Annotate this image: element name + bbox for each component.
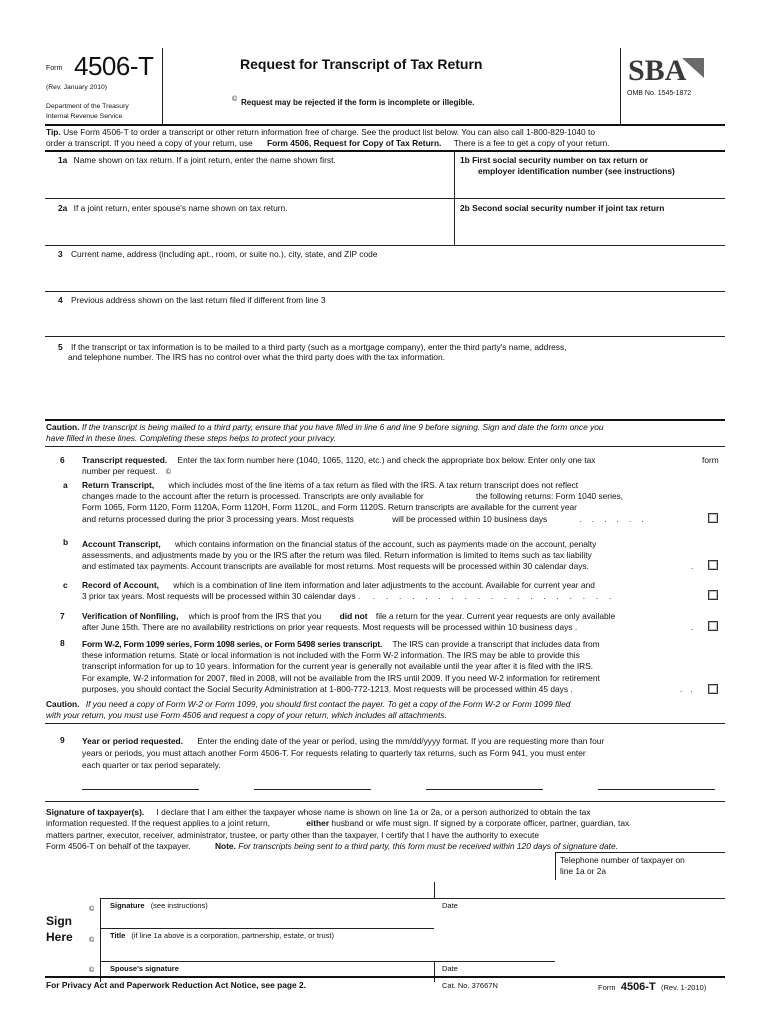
title-label-text: Title xyxy=(110,931,126,940)
field-2a-label: If a joint return, enter spouse's name shown on tax return. xyxy=(73,203,288,213)
line-6-form-word: form xyxy=(702,455,719,465)
signature-l2b: husband or wife must sign. If signed by a corporate officer, partner, guardian, tax xyxy=(331,818,630,828)
form-label: Form xyxy=(46,65,63,72)
field-1b-label-2: employer identification number (see instructions) xyxy=(478,166,675,176)
verification-nonfiling-title: Verification of Nonfiling, xyxy=(82,611,179,621)
field-1a[interactable] xyxy=(58,155,336,166)
year-field-4[interactable] xyxy=(598,789,715,790)
date-label-2: Date xyxy=(442,964,458,973)
phone-label-2: line 1a or 2a xyxy=(560,866,607,876)
signature-declaration xyxy=(46,807,590,818)
title-sub: (if line 1a above is a corporation, partnership, estate, or trust) xyxy=(131,931,334,940)
field-1b[interactable] xyxy=(460,155,648,166)
signature-label xyxy=(110,901,208,911)
verification-nonfiling-l2: after June 15th. There are no availability restrictions on prior year requests. Most requests will be processed within 10 business days . xyxy=(82,622,578,632)
form-number: 4506-T xyxy=(74,51,154,81)
year-period-title: Year or period requested. xyxy=(82,736,183,746)
title-label xyxy=(110,931,334,941)
omb-number: OMB No. 1545-1872 xyxy=(627,90,692,97)
field-2a[interactable] xyxy=(58,203,288,214)
line-6-text: Enter the tax form number here (1040, 1065, 1120, etc.) and check the appropriate box below. Enter only one tax xyxy=(177,455,596,465)
caution-2-line2: with your return, you must use Form 4506 and request a copy of your return, which includes all attachments. xyxy=(46,710,447,720)
field-2b[interactable] xyxy=(460,203,664,214)
field-1a-label: Name shown on tax return. If a joint return, enter the name shown first. xyxy=(73,155,336,165)
caution-1-line1: If the transcript is being mailed to a third party, ensure that you have filled in line 6 and line 9 before signing. Sign and date the form once you xyxy=(81,422,604,432)
signature-field[interactable] xyxy=(100,898,555,899)
line-7-number: 7 xyxy=(60,611,65,621)
record-of-account-option xyxy=(82,580,595,591)
record-of-account-checkbox[interactable] xyxy=(708,590,718,600)
caution-2-line1: If you need a copy of Form W-2 or Form 1099, you should first contact the payer. To get a copy of the Form W-2 or Form 1099 filed xyxy=(85,699,571,709)
signature-t1: I declare that I am either the taxpayer whose name is shown on line 1a or 2a, or a person authorized to obtain the tax xyxy=(156,807,591,817)
footer-form-word: Form xyxy=(598,983,616,992)
sba-logo-text: SBA xyxy=(628,54,687,86)
did-not-text: did not xyxy=(339,611,368,621)
line-number: 5 xyxy=(58,342,63,352)
account-transcript-l2: assessments, and adjustments made by you or the IRS after the return was filed. Return information is limited to items such as tax liability xyxy=(82,550,592,560)
signature-l4 xyxy=(46,841,618,852)
phone-field[interactable] xyxy=(555,898,725,899)
note-label: Note. xyxy=(214,841,236,851)
privacy-notice: For Privacy Act and Paperwork Reduction Act Notice, see page 2. xyxy=(46,980,307,990)
account-transcript-title: Account Transcript, xyxy=(82,539,161,549)
field-1b-label: First social security number on tax return or xyxy=(472,155,649,165)
caution-2 xyxy=(46,699,570,710)
pointer-icon: © xyxy=(89,906,95,913)
line-6-text2 xyxy=(82,466,171,478)
account-transcript-l3: and estimated tax payments. Account transcripts are available for most returns. Most requests will be processed within 30 calendar days. xyxy=(82,561,589,571)
verification-nonfiling-t1: which is proof from the IRS that you xyxy=(188,611,322,621)
line-number: 3 xyxy=(58,249,63,259)
verification-nonfiling-option xyxy=(82,611,615,622)
signature-l4a: Form 4506-T on behalf of the taxpayer. xyxy=(46,841,191,851)
year-field-3[interactable] xyxy=(426,789,543,790)
tip-label: Tip. xyxy=(46,127,61,137)
field-3-label: Current name, address (including apt., room, or suite no.), city, state, and ZIP code xyxy=(71,249,378,259)
field-4[interactable] xyxy=(58,295,326,306)
return-transcript-l2 xyxy=(82,491,623,502)
record-of-account-title: Record of Account, xyxy=(82,580,159,590)
return-transcript-l2b: the following returns: Form 1040 series, xyxy=(476,491,624,501)
w2-transcript-l5: purposes, you should contact the Social Security Administration at 1-800-772-1213. Most requests will be processed within 45 days . xyxy=(82,684,573,694)
return-transcript-option xyxy=(82,480,578,491)
revision-date: (Rev. January 2010) xyxy=(46,84,108,91)
year-period-l3: each quarter or tax period separately. xyxy=(82,760,221,770)
line-number: 2a xyxy=(58,203,68,213)
department-line: Department of the Treasury xyxy=(46,103,129,110)
year-field-1[interactable] xyxy=(82,789,199,790)
return-transcript-l3: Form 1065, Form 1120, Form 1120A, Form 1120H, Form 1120L, and Form 1120S. Return transcripts are available for the current year xyxy=(82,502,577,512)
verification-nonfiling-checkbox[interactable] xyxy=(708,621,718,631)
page-subtitle: Request may be rejected if the form is incomplete or illegible. xyxy=(241,98,475,107)
tip-line2a: order a transcript. If you need a copy of your return, use xyxy=(46,138,253,148)
account-transcript-option xyxy=(82,539,596,550)
caution-label: Caution. xyxy=(46,422,80,432)
caution-1-line2: have filled in these lines. Completing these steps helps to protect your privacy. xyxy=(46,433,336,443)
spouse-signature-field[interactable] xyxy=(100,961,555,962)
line-number: 4 xyxy=(58,295,63,305)
return-transcript-checkbox[interactable] xyxy=(708,513,718,523)
caution-1 xyxy=(46,422,604,433)
account-transcript-l1: which contains information on the financial status of the account, such as payments made on the account, penalty xyxy=(174,539,597,549)
signature-l2 xyxy=(46,818,629,829)
warning-icon: © xyxy=(232,96,238,103)
return-transcript-title: Return Transcript, xyxy=(82,480,155,490)
sign-here-label-2: Here xyxy=(46,930,73,944)
w2-transcript-l3: transcript information for up to 10 years. Information for the current year is generally not available until the year after it is filed with the IRS. xyxy=(82,661,594,671)
return-transcript-l4b: will be processed within 10 business days xyxy=(392,514,548,524)
line-6-number: 6 xyxy=(60,455,65,465)
record-of-account-l1: which is a combination of line item information and later adjustments to the account. Available for current year and xyxy=(173,580,595,590)
spouse-signature-label: Spouse's signature xyxy=(110,964,179,973)
line-6-text2-label: number per request. xyxy=(82,466,158,476)
return-transcript-l2a: changes made to the account after the return is processed. Transcripts are only available for xyxy=(82,491,424,501)
year-period-t1: Enter the ending date of the year or period, using the mm/dd/yyyy format. If you are requesting more than four xyxy=(197,736,605,746)
title-field[interactable] xyxy=(100,928,434,929)
line-number: 1a xyxy=(58,155,68,165)
line-number: 1b xyxy=(460,155,470,165)
year-field-2[interactable] xyxy=(254,789,371,790)
line-9-number: 9 xyxy=(60,735,65,745)
either-text: either xyxy=(306,818,330,828)
sign-here-label-1: Sign xyxy=(46,914,72,928)
line-number: 2b xyxy=(460,203,470,213)
date-label: Date xyxy=(442,901,458,910)
line-8-number: 8 xyxy=(60,638,65,648)
field-4-label: Previous address shown on the last return filed if different from line 3 xyxy=(71,295,326,305)
sba-logo xyxy=(626,52,706,86)
year-period-l2: years or periods, you must attach another Form 4506-T. For requests relating to quarterly tax returns, such as Form 941, you must enter xyxy=(82,748,586,758)
verification-nonfiling-t2: file a return for the year. Current year requests are only available xyxy=(375,611,616,621)
tip-line1: Use Form 4506-T to order a transcript or other return information free of charge. See the product list below. You can also call 1-800-829-1040 to xyxy=(63,127,596,137)
footer-revision: (Rev. 1-2010) xyxy=(661,983,707,992)
w2-transcript-option xyxy=(82,639,600,650)
page-title: Request for Transcript of Tax Return xyxy=(240,56,483,72)
footer-form xyxy=(598,980,706,994)
line-6-title: Transcript requested. xyxy=(82,455,168,465)
phone-label-1: Telephone number of taxpayer on xyxy=(560,855,685,865)
signature-title: Signature of taxpayer(s). xyxy=(46,807,145,817)
caution-label: Caution. xyxy=(46,699,80,709)
agency-line: Internal Revenue Service xyxy=(46,113,123,120)
signature-sub: (see instructions) xyxy=(150,901,208,910)
record-of-account-l2-text: 3 prior tax years. Most requests will be processed within 30 calendar days . xyxy=(82,591,361,601)
field-5-line2: and telephone number. The IRS has no control over what the third party does with the tax information. xyxy=(68,352,445,362)
w2-transcript-l4: For example, W-2 information for 2007, filed in 2008, will not be available from the IRS until 2009. If you need W-2 information for retirement xyxy=(82,673,600,683)
year-period-heading xyxy=(82,736,604,747)
pointer-icon: © xyxy=(89,937,95,944)
tip-line2c: There is a fee to get a copy of your return. xyxy=(453,138,610,148)
account-transcript-checkbox[interactable] xyxy=(708,560,718,570)
option-c-letter: c xyxy=(63,580,68,590)
field-5-line1: If the transcript or tax information is to be mailed to a third party (such as a mortgage company), enter the third party's name, address, xyxy=(71,342,567,352)
signature-label-text: Signature xyxy=(110,901,145,910)
catalog-number: Cat. No. 37667N xyxy=(442,981,498,990)
w2-transcript-l2: these information returns. State or local information is not included with the Form W-2 information. The IRS may be able to provide this xyxy=(82,650,580,660)
footer-form-number: 4506-T xyxy=(620,981,656,993)
pointer-icon: © xyxy=(165,469,171,476)
w2-transcript-title: Form W-2, Form 1099 series, Form 1098 series, or Form 5498 series transcript. xyxy=(82,639,383,649)
option-b-letter: b xyxy=(63,537,69,547)
line-6-heading xyxy=(82,455,595,466)
signature-l2a: information requested. If the request applies to a joint return, xyxy=(46,818,270,828)
return-transcript-l4: and returns processed during the prior 3 processing years. Most requests will be processed within 10 business days ...... xyxy=(82,514,654,524)
return-transcript-l4a: and returns processed during the prior 3 processing years. Most requests xyxy=(82,514,354,524)
field-3[interactable] xyxy=(58,249,377,260)
option-a-letter: a xyxy=(63,480,68,490)
form-4506-link[interactable]: Form 4506, Request for Copy of Tax Return. xyxy=(267,138,442,148)
w2-transcript-t1: The IRS can provide a transcript that includes data from xyxy=(392,639,600,649)
field-2b-label: Second social security number if joint tax return xyxy=(472,203,665,213)
record-of-account-l2: 3 prior tax years. Most requests will be processed within 30 calendar days . ................... xyxy=(82,591,623,601)
return-transcript-l1: which includes most of the line items of a tax return as filed with the IRS. A tax return transcript does not reflect xyxy=(168,480,579,490)
signature-l4b: For transcripts being sent to a third party, this form must be received within 120 days of signature date. xyxy=(238,841,618,851)
signature-l3: matters partner, executor, receiver, administrator, trustee, or party other than the taxpayer, I certify that I have the authority to execute xyxy=(46,830,539,840)
w2-transcript-checkbox[interactable] xyxy=(708,684,718,694)
pointer-icon: © xyxy=(89,967,95,974)
